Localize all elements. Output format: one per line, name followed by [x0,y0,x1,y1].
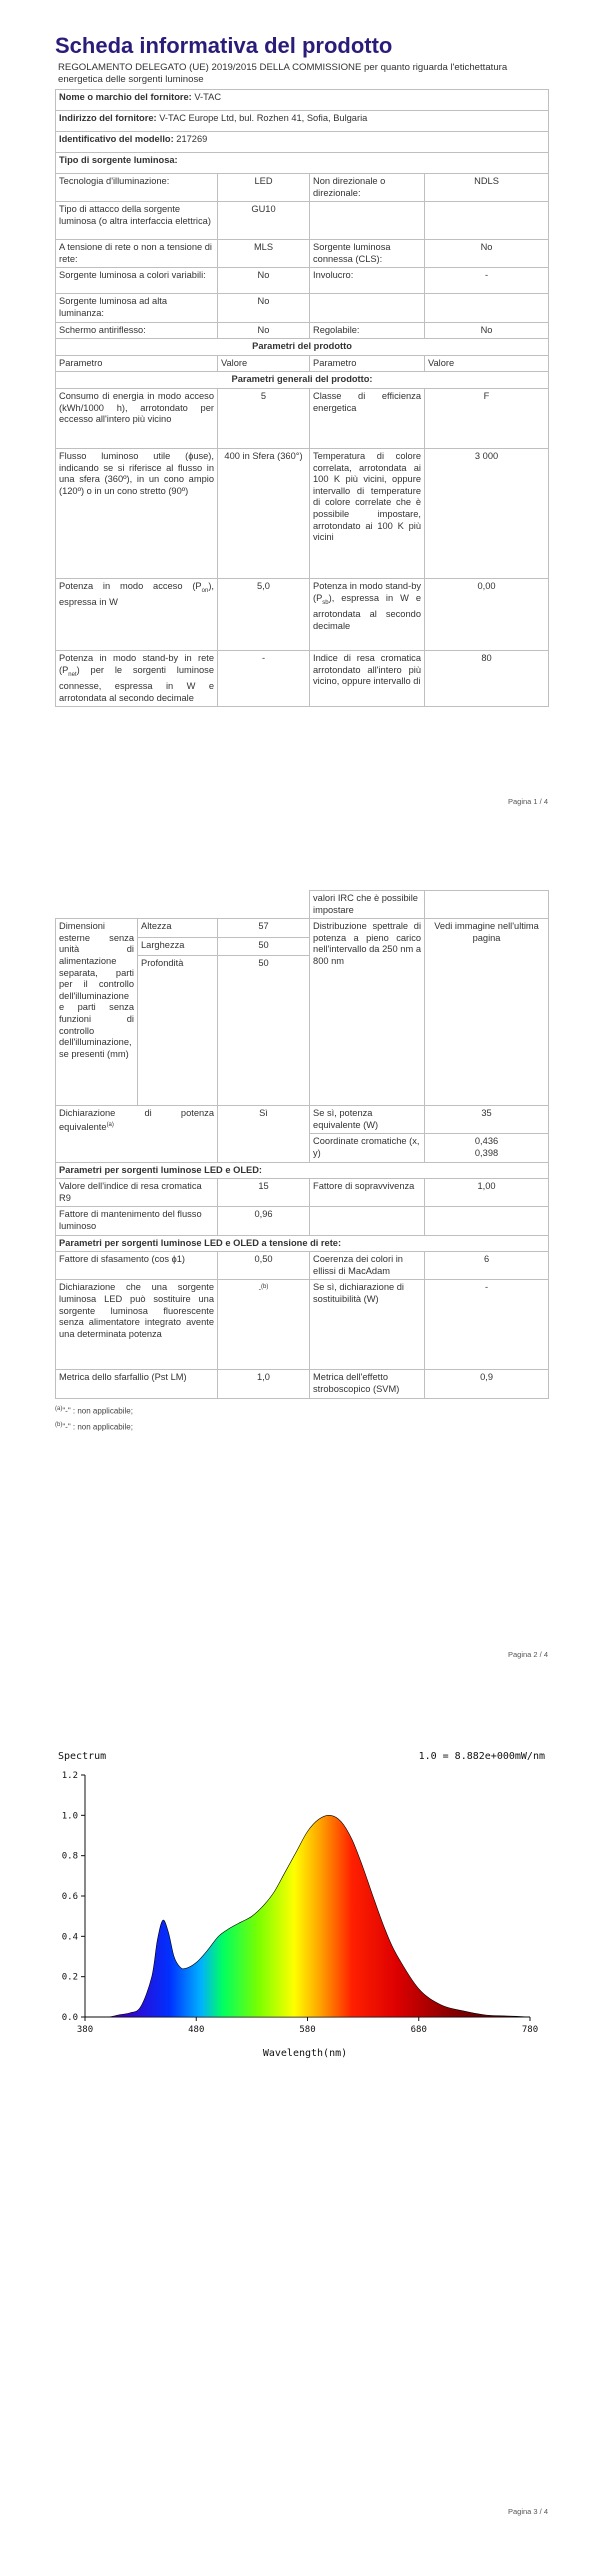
spectrum-chart [0,1745,603,2065]
param-value: -$^{(b)}$ [218,1280,310,1370]
led-row [56,1179,549,1207]
param-label: Classe di efficienza energetica [310,388,425,448]
source-type-header: Tipo di sorgente luminosa: [56,153,549,174]
led-header: Parametri per sorgenti luminose LED e OLED: [56,1162,549,1179]
equiv-w-value: 35 [425,1106,549,1134]
param-label: Indice di resa cromatica arrotondato all'intero più vicino, oppure intervallo di [310,650,425,706]
source-value: GU10 [218,202,310,240]
param-label: Potenza in modo stand-by in rete $(P_{net})$ per le sorgenti luminose connesse, espressa in W e arrotondata al secondo decimale [56,650,218,706]
param-label: Valore dell'indice di resa cromatica R9 [56,1179,218,1207]
source-label: Schermo antiriflesso: [56,322,218,339]
chroma-y: 0,398 [474,1147,499,1158]
page-3 [0,1720,603,2560]
y-tick-label: 0.6 [61,1892,78,1902]
x-tick-label: 380 [76,2025,94,2035]
source-value [425,202,549,240]
general-row [56,650,549,706]
model-id-value: 217269 [176,134,208,144]
page-number: Pagina 3 / 4 [507,2507,548,2516]
supplier-address-label: Indirizzo del fornitore: [59,113,157,123]
param-value: - [425,1280,549,1370]
source-row [56,240,549,268]
source-value: LED [218,174,310,202]
chroma-label: Coordinate cromatiche (x, y) [310,1134,425,1162]
column-header-param: Parametro [310,355,425,372]
y-tick-label: 0.0 [61,2013,78,2023]
spd-value: Vedi immagine nell'ultima pagina [425,919,549,1106]
chart-xlabel: Wavelength(nm) [262,2048,348,2059]
param-value: 0,50 [218,1252,310,1280]
column-header-value: Valore [218,355,310,372]
source-label [310,202,425,240]
param-label: Flusso luminoso utile (ɸuse), indicando se si riferisce al flusso in una sfera (360º), in un cono ampio (120º) o in un cono stretto (90º) [56,448,218,578]
mains-row [56,1252,549,1280]
source-row [56,322,549,339]
page-1 [0,0,603,820]
general-row [56,388,549,448]
param-label: Dichiarazione che una sorgente luminosa LED può sostituire una sorgente luminosa fluorescente senza alimentatore integrato avente una determinata potenza [56,1280,218,1370]
page-2 [0,880,603,1680]
page-title: Scheda informativa del prodotto [55,33,393,58]
params-header-row [56,339,549,356]
param-value: 3 000 [425,448,549,578]
mains-row [56,1370,549,1398]
model-id-label: Identificativo del modello: [59,134,174,144]
source-value: NDLS [425,174,549,202]
param-value: 5 [218,388,310,448]
equiv-label: Dichiarazione di potenza equivalente$^{(a)}$ [56,1106,218,1162]
source-label: Non direzionale o direzionale: [310,174,425,202]
height-label: Altezza [138,919,218,938]
source-label: Sorgente luminosa a colori variabili: [56,268,218,294]
param-value [425,1207,549,1235]
chart-title: Spectrum [58,1751,107,1762]
source-row [56,202,549,240]
source-row [56,294,549,322]
equiv-row [56,1106,549,1134]
dimensions-label: Dimensioni esterne senza unità di alimentazione separata, parti per il controllo dell'illuminazione e parti senza funzioni di controllo dell'illuminazione, se presenti (mm) [56,919,138,1106]
source-value: No [425,322,549,339]
source-row [56,174,549,202]
general-header-row [56,372,549,389]
x-tick-label: 780 [521,2025,539,2035]
params-header: Parametri del prodotto [56,339,549,356]
depth-label: Profondità [138,956,218,1106]
param-label: Consumo di energia in modo acceso (kWh/1000 h), arrotondato per eccesso all'intero più vicino [56,388,218,448]
param-value: 15 [218,1179,310,1207]
param-label [310,1207,425,1235]
source-value: No [218,322,310,339]
source-type-header-row [56,153,549,174]
supplier-name-value: V-TAC [194,92,222,102]
chroma-x: 0,436 [474,1136,499,1147]
mains-header-row [56,1235,549,1252]
page-number: Pagina 1 / 4 [507,797,548,806]
footnote: $^{(a)}$"-" : non applicabile; [55,1405,133,1416]
supplier-address-value: V-TAC Europe Ltd, bul. Rozhen 41, Sofia, Bulgaria [159,113,368,123]
mains-header: Parametri per sorgenti luminose LED e OLED a tensione di rete: [56,1235,549,1252]
source-label: Regolabile: [310,322,425,339]
param-label: Fattore di mantenimento del flusso luminoso [56,1207,218,1235]
source-value: No [425,240,549,268]
general-row [56,578,549,650]
source-label [310,294,425,322]
chroma-value [425,1134,549,1162]
general-header: Parametri generali del prodotto: [56,372,549,389]
param-label: Metrica dell'effetto stroboscopico (SVM) [310,1370,425,1398]
width-label: Larghezza [138,937,218,956]
param-value: 1,0 [218,1370,310,1398]
equiv-w-label: Se sì, potenza equivalente (W) [310,1106,425,1134]
column-header-param: Parametro [56,355,218,372]
product-sheet-page-1 [55,33,548,707]
depth-value: 50 [218,956,310,1106]
product-info-table [55,89,549,707]
width-value: 50 [218,937,310,956]
supplier-name-label: Nome o marchio del fornitore: [59,92,192,102]
column-header-value: Valore [425,355,549,372]
source-label: Tecnologia d'illuminazione: [56,174,218,202]
source-value: No [218,294,310,322]
source-row [56,268,549,294]
product-sheet-page-2 [55,890,548,1435]
column-header-row [56,355,549,372]
param-value: 0,00 [425,578,549,650]
source-label: Sorgente luminosa connessa (CLS): [310,240,425,268]
y-tick-label: 1.0 [61,1811,78,1822]
param-value: 6 [425,1252,549,1280]
footnote: $^{(b)}$"-" : non applicabile; [55,1422,133,1432]
height-value: 57 [218,919,310,938]
y-tick-label: 0.2 [61,1972,78,1983]
param-label: Fattore di sfasamento (cos ɸ1) [56,1252,218,1280]
param-label: Coerenza dei colori in ellissi di MacAdam [310,1252,425,1280]
source-label: Involucro: [310,268,425,294]
param-label: Fattore di sopravvivenza [310,1179,425,1207]
spectrum-area [85,1815,530,2017]
source-value: - [425,268,549,294]
source-value: MLS [218,240,310,268]
mains-row [56,1280,549,1370]
y-tick-label: 1.2 [61,1771,78,1781]
equiv-value: Sì [218,1106,310,1162]
x-tick-label: 580 [299,2025,316,2035]
param-value: 1,00 [425,1179,549,1207]
regulation-text: REGOLAMENTO DELEGATO (UE) 2019/2015 DELLA COMMISSIONE per quanto riguarda l'etichettatura energetica delle sorgenti luminose [58,62,508,85]
param-value: 0,9 [425,1370,549,1398]
product-info-table-continued [55,890,549,1399]
supplier-name-row [56,90,549,111]
y-tick-label: 0.8 [61,1851,78,1862]
param-value: 400 in Sfera (360°) [218,448,310,578]
param-value: 5,0 [218,578,310,650]
param-label: Metrica dello sfarfallio (Pst LM) [56,1370,218,1398]
x-tick-label: 680 [410,2025,427,2035]
supplier-address-row [56,111,549,132]
y-tick-label: 0.4 [61,1932,78,1943]
general-row [56,448,549,578]
model-id-row [56,132,549,153]
source-label: A tensione di rete o non a tensione di rete: [56,240,218,268]
param-value: - [218,650,310,706]
source-value: No [218,268,310,294]
param-value: 0,96 [218,1207,310,1235]
chart-scale-note: 1.0 = 8.882e+000mW/nm [418,1751,545,1762]
spd-label: Distribuzione spettrale di potenza a pieno carico nell'intervallo da 250 nm a 800 nm [310,919,425,1106]
param-label: Potenza in modo stand-by $(P_{sb})$, espressa in W e arrotondata al secondo decimale [310,578,425,650]
dimensions-row [56,919,549,938]
x-tick-label: 480 [188,2025,205,2035]
led-header-row [56,1162,549,1179]
page-number: Pagina 2 / 4 [507,1650,548,1659]
source-label: Sorgente luminosa ad alta luminanza: [56,294,218,322]
param-value: 80 [425,650,549,706]
source-label: Tipo di attacco della sorgente luminosa (o altra interfaccia elettrica) [56,202,218,240]
param-label-continued: valori IRC che è possibile impostare [310,891,425,919]
param-label: Se sì, dichiarazione di sostituibilità (W) [310,1280,425,1370]
param-label: Temperatura di colore correlata, arrotondata ai 100 K più vicini, oppure intervallo di temperature di colore correlate che è possibile impostare, arrotondato ai 100 K più vicini [310,448,425,578]
continuation-row [56,891,549,919]
param-value: F [425,388,549,448]
param-label: Potenza in modo acceso $(P_{on})$, espressa in W [56,578,218,650]
source-value [425,294,549,322]
led-row [56,1207,549,1235]
